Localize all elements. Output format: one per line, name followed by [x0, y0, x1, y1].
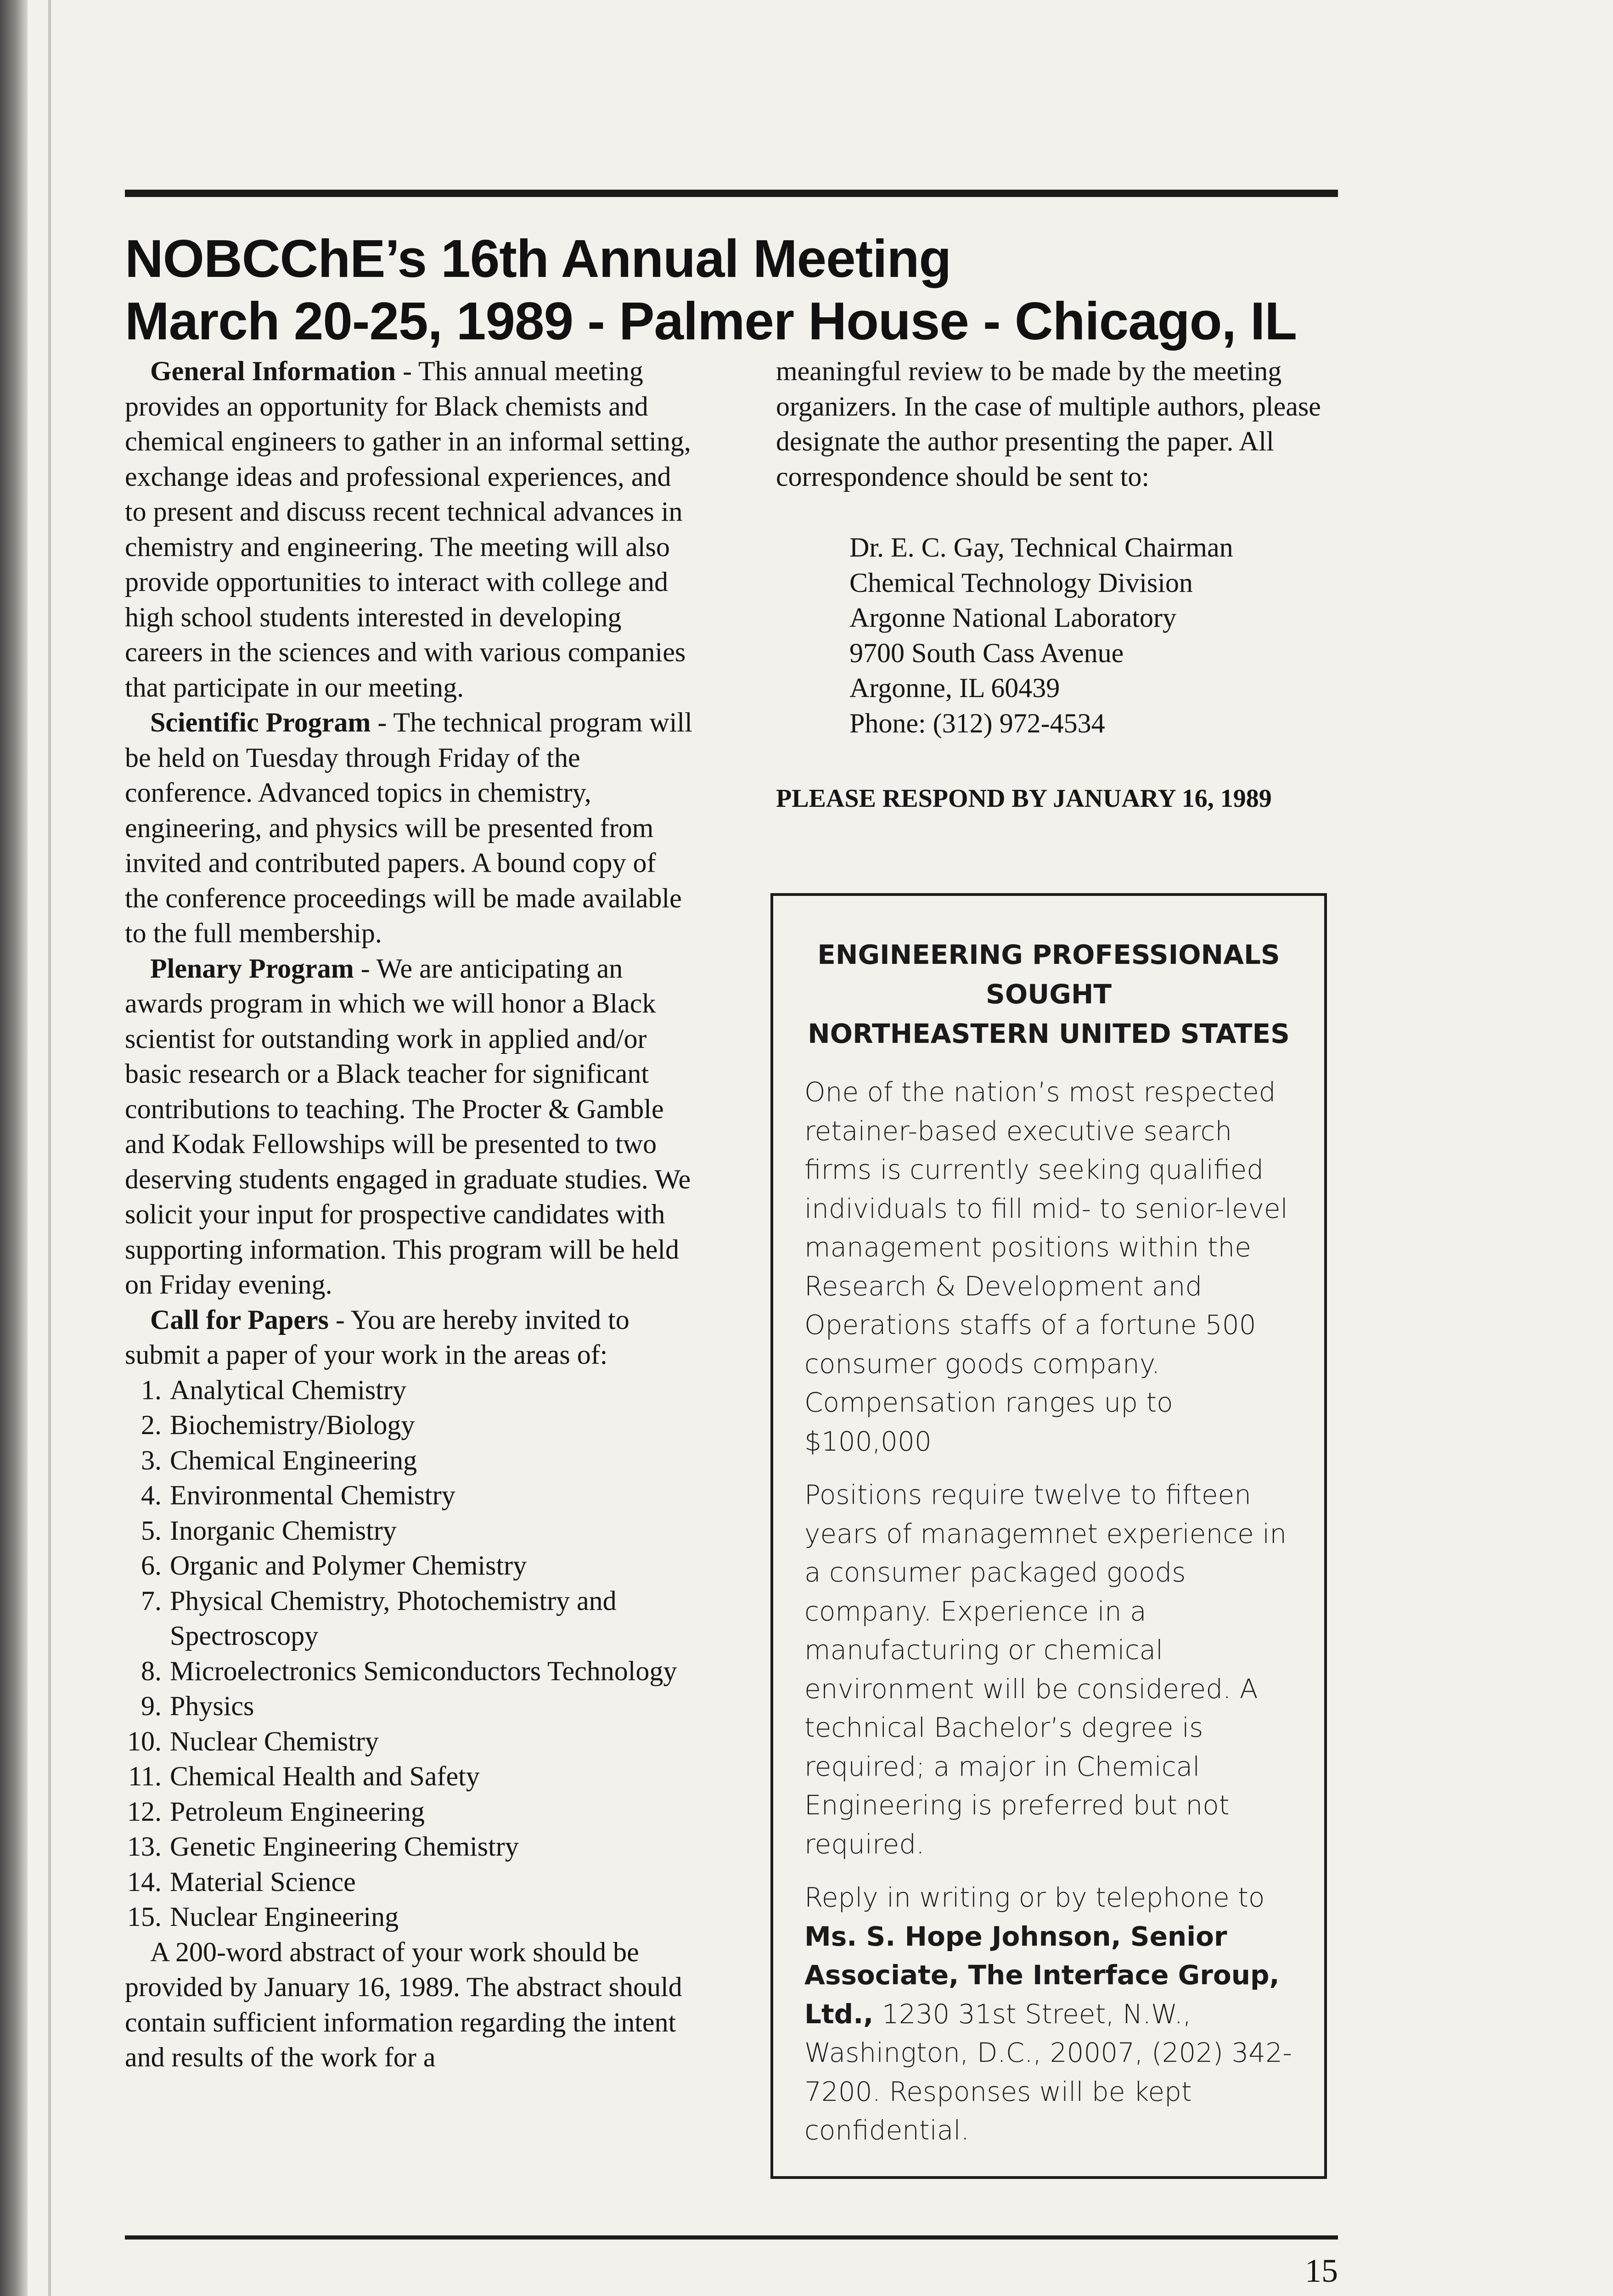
list-item — [125, 1724, 694, 1759]
job-advertisement-box — [770, 893, 1327, 2179]
ad-heading — [773, 935, 1324, 1053]
plenary-program-label: Plenary Program — [150, 953, 354, 984]
list-item-text: Analytical Chemistry — [170, 1374, 406, 1405]
list-item — [125, 1654, 694, 1689]
list-item-number: 1. — [141, 1374, 162, 1405]
list-item-number: 8. — [141, 1655, 162, 1686]
scientific-program-label: Scientific Program — [150, 707, 371, 737]
scan-edge-shadow — [0, 0, 28, 2296]
list-item-text: Genetic Engineering Chemistry — [170, 1831, 519, 1862]
list-item-text: Material Science — [170, 1866, 356, 1897]
list-item-number: 15. — [127, 1902, 162, 1932]
contact-lab: Argonne National Laboratory — [849, 602, 1177, 633]
plenary-program-paragraph — [125, 951, 694, 1302]
list-item-number: 7. — [141, 1585, 162, 1616]
contact-city: Argonne, IL 60439 — [849, 673, 1060, 703]
top-rule — [125, 190, 1338, 197]
ad-reply-intro: Reply in writing or by telephone to — [804, 1882, 1265, 1913]
list-item-text: Petroleum Engineering — [170, 1796, 425, 1827]
call-for-papers-text: - You are hereby invited to submit a paper of your work in the areas of: — [125, 1304, 629, 1370]
call-for-papers-label: Call for Papers — [150, 1304, 329, 1335]
ad-reply-address: 1230 31st Street, N.W., Washington, D.C., 20007, (202) 342-7200. Responses will be kept confidential. — [804, 1998, 1293, 2146]
ad-heading-line: NORTHEASTERN UNITED STATES — [808, 1018, 1290, 1049]
respond-deadline: PLEASE RESPOND BY JANUARY 16, 1989 — [776, 784, 1272, 813]
list-item — [125, 1759, 694, 1794]
ad-heading-line: ENGINEERING PROFESSIONALS — [817, 939, 1280, 970]
general-information-text: - This annual meeting provides an opportunity for Black chemists and chemical engineers to gather in an informal setting, exchange ideas and professional experiences, and to present and discuss recent technical advances in chemistry and engineering. The meeting will also provide opportunities to interact with college and high school students interested in developing careers in the sciences and with various companies that participate in our meeting. — [125, 356, 691, 703]
list-item-number: 4. — [141, 1480, 162, 1510]
contact-division: Chemical Technology Division — [849, 567, 1193, 598]
list-item-text: Organic and Polymer Chemistry — [170, 1550, 527, 1581]
list-item-text: Chemical Health and Safety — [170, 1761, 480, 1791]
list-item — [125, 1864, 694, 1900]
list-item-text: Environmental Chemistry — [170, 1480, 455, 1510]
contact-street: 9700 South Cass Avenue — [849, 637, 1124, 668]
list-item-text: Nuclear Chemistry — [170, 1726, 379, 1756]
list-item-text: Biochemistry/Biology — [170, 1410, 415, 1440]
ad-reply-contact: Ms. S. Hope Johnson, Senior Associate, The Interface Group, Ltd., — [804, 1920, 1280, 2030]
list-item — [125, 1829, 694, 1864]
article-title — [125, 227, 1355, 352]
scientific-program-text: - The technical program will be held on Tuesday through Friday of the conference. Advanced topics in chemistry, engineering, and physics will be presented from invited and contributed papers. A bound copy of the conference proceedings will be made available to the full membership. — [125, 707, 692, 948]
correspondence-paragraph: meaningful review to be made by the meeting organizers. In the case of multiple authors, please designate the author presenting the paper. All correspondence should be sent to: — [776, 356, 1321, 492]
right-column — [776, 354, 1345, 816]
list-item — [125, 1443, 694, 1478]
title-line-date-location: March 20-25, 1989 - Palmer House - Chicago, IL — [125, 291, 1297, 351]
general-information-paragraph — [125, 354, 694, 705]
bottom-rule — [125, 2235, 1338, 2240]
scientific-program-paragraph — [125, 705, 694, 951]
ad-body — [804, 1073, 1305, 2150]
call-for-papers-paragraph — [125, 1302, 694, 1373]
contact-address-block — [849, 530, 1345, 741]
list-item — [125, 1373, 694, 1408]
list-item-number: 10. — [127, 1726, 162, 1756]
list-item-number: 9. — [141, 1691, 162, 1721]
binding-crease — [48, 0, 51, 2296]
list-item-number: 6. — [141, 1550, 162, 1581]
list-item — [125, 1478, 694, 1513]
ad-paragraph-reply — [804, 1878, 1305, 2150]
list-item — [125, 1407, 694, 1443]
paper-topics-list — [125, 1373, 694, 1935]
list-item-text: Microelectronics Semiconductors Technology — [170, 1655, 677, 1686]
list-item — [125, 1688, 694, 1724]
contact-name: Dr. E. C. Gay, Technical Chairman — [849, 532, 1233, 563]
contact-phone: Phone: (312) 972-4534 — [849, 708, 1105, 738]
ad-paragraph-intro: One of the nation’s most respected retainer-based executive search firms is currently seeking qualified individuals to fill mid- to senior-level management positions within the Research & Development and Operations staffs of a fortune 500 consumer goods company. Compensation ranges up to $100,000 — [804, 1076, 1288, 1457]
title-line-meeting: NOBCChE’s 16th Annual Meeting — [125, 229, 951, 288]
list-item-text: Inorganic Chemistry — [170, 1515, 397, 1546]
list-item-number: 11. — [128, 1761, 162, 1791]
list-item-text: Chemical Engineering — [170, 1445, 417, 1475]
list-item-text: Physical Chemistry, Photochemistry and Spectroscopy — [170, 1585, 617, 1651]
abstract-paragraph: A 200-word abstract of your work should be provided by January 16, 1989. The abstract should contain sufficient information regarding the intent and results of the work for a — [125, 1936, 682, 2072]
list-item-number: 13. — [127, 1831, 162, 1862]
list-item-number: 12. — [127, 1796, 162, 1827]
list-item — [125, 1899, 694, 1935]
general-information-label: General Information — [150, 356, 396, 386]
list-item — [125, 1513, 694, 1548]
list-item-number: 2. — [141, 1410, 162, 1440]
list-item — [125, 1794, 694, 1829]
list-item — [125, 1583, 694, 1654]
list-item-text: Nuclear Engineering — [170, 1902, 399, 1932]
ad-paragraph-requirements: Positions require twelve to fifteen years of managemnet experience in a consumer packaged goods company. Experience in a manufacturing or chemical environment will be considered. A technical Bachelor’s degree is required; a major in Chemical Engineering is preferred but not required. — [804, 1479, 1287, 1860]
list-item-number: 14. — [127, 1866, 162, 1897]
list-item-number: 5. — [141, 1515, 162, 1546]
list-item-text: Physics — [170, 1691, 254, 1721]
plenary-program-text: - We are anticipating an awards program in which we will honor a Black scientist for outstanding work in applied and/or basic research or a Black teacher for significant contributions to teaching. The Procter & Gamble and Kodak Fellowships will be presented to two deserving students engaged in graduate studies. We solicit your input for prospective candidates with supporting information. This program will be held on Friday evening. — [125, 953, 691, 1300]
left-column — [125, 354, 694, 2075]
ad-heading-line: SOUGHT — [986, 979, 1112, 1010]
page-number: 15 — [1305, 2252, 1338, 2289]
list-item — [125, 1548, 694, 1583]
list-item-number: 3. — [141, 1445, 162, 1475]
